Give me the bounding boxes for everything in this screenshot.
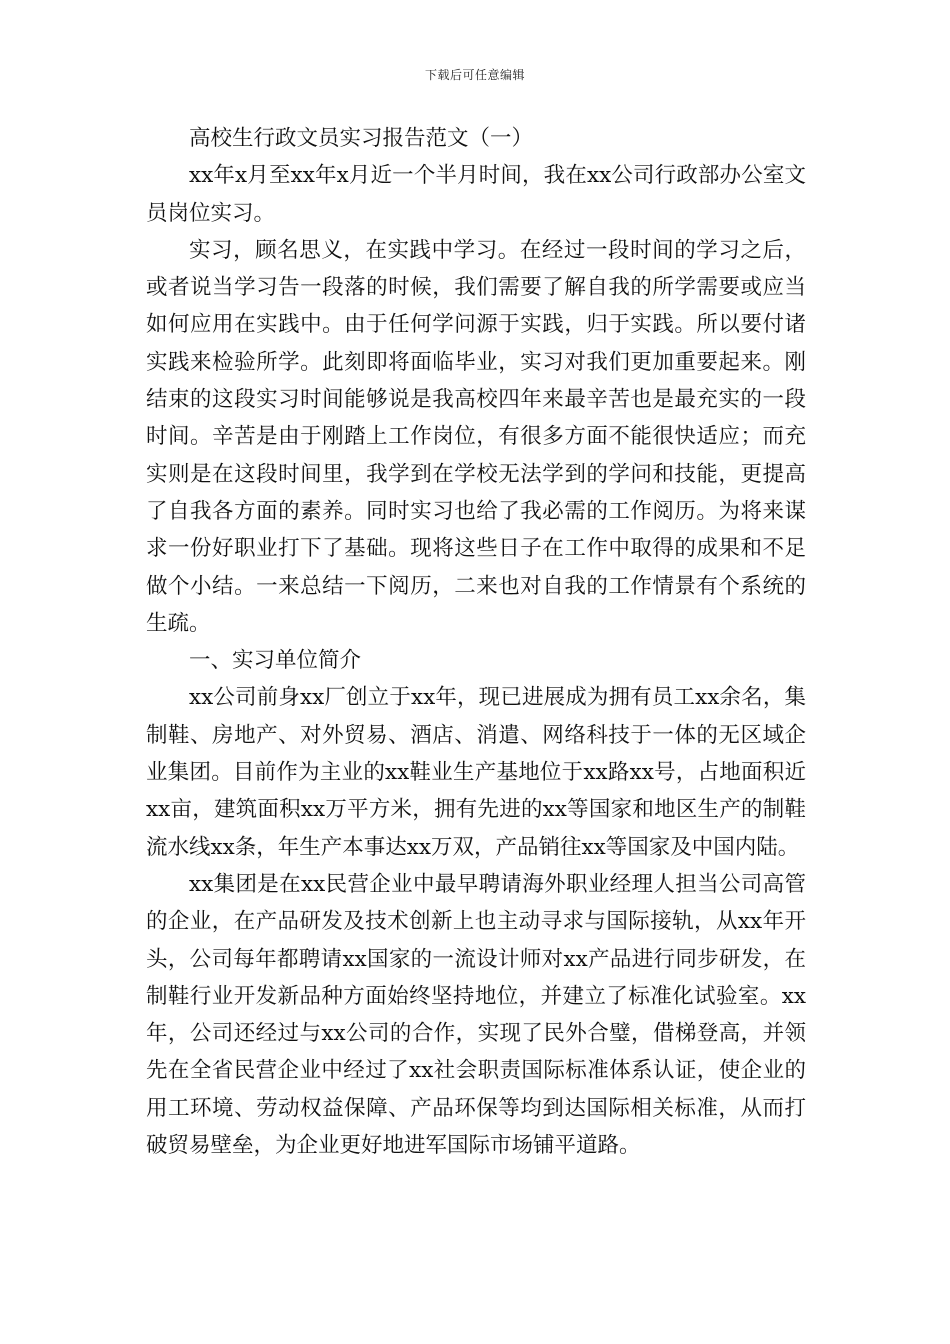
section-heading-company-intro: 一、实习单位简介 [189,648,362,674]
header-note: 下载后可任意编辑 [424,68,525,82]
document-body [146,120,806,1164]
paragraph-group-development: xx集团是在xx民营企业中最早聘请海外职业经理人担当公司高管的企业，在产品研发及技术创新上也主动寻求与国际接轨，从xx年开头，公司每年都聘请xx国家的一流设计师对xx产品进行同步研发，在制鞋行业开发新品种方面始终坚持地位，并建立了标准化试验室。xx年，公司还经过与xx公司的合作，实现了民外合璧，借梯登高，并领先在全省民营企业中经过了xx社会职责国际标准体系认证，使企业的用工环境、劳动权益保障、产品环保等均到达国际相关标准，从而打破贸易壁垒，为企业更好地进军国际市场铺平道路。 [146,871,806,1159]
document-title: 高校生行政文员实习报告范文（一） [189,126,534,151]
paragraph-internship-meaning: 实习，顾名思义，在实践中学习。在经过一段时间的学习之后，或者说当学习告一段落的时候，我们需要了解自我的所学需要或应当如何应用在实践中。由于任何学问源于实践，归于实践。所以要付诸实践来检验所学。此刻即将面临毕业，实习对我们更加重要起来。刚结束的这段实习时间能够说是我高校四年来最辛苦也是最充实的一段时间。辛苦是由于刚踏上工作岗位，有很多方面不能很快适应；而充实则是在这段时间里，我学到在学校无法学到的学问和技能，更提高了自我各方面的素养。同时实习也给了我必需的工作阅历。为将来谋求一份好职业打下了基础。现将这些日子在工作中取得的成果和不足做个小结。一来总结一下阅历，二来也对自我的工作情景有个系统的生疏。 [146,237,806,636]
paragraph-internship-period: xx年x月至xx年x月近一个半月时间，我在xx公司行政部办公室文员岗位实习。 [146,163,806,226]
paragraph-company-profile: xx公司前身xx厂创立于xx年，现已进展成为拥有员工xx余名，集制鞋、房地产、对外贸易、酒店、消遣、网络科技于一体的无区域企业集团。目前作为主业的xx鞋业生产基地位于xx路xx号，占地面积近xx亩，建筑面积xx万平方米，拥有先进的xx等国家和地区生产的制鞋流水线xx条，年生产本事达xx万双，产品销往xx等国家及中国内陆。 [146,685,806,860]
